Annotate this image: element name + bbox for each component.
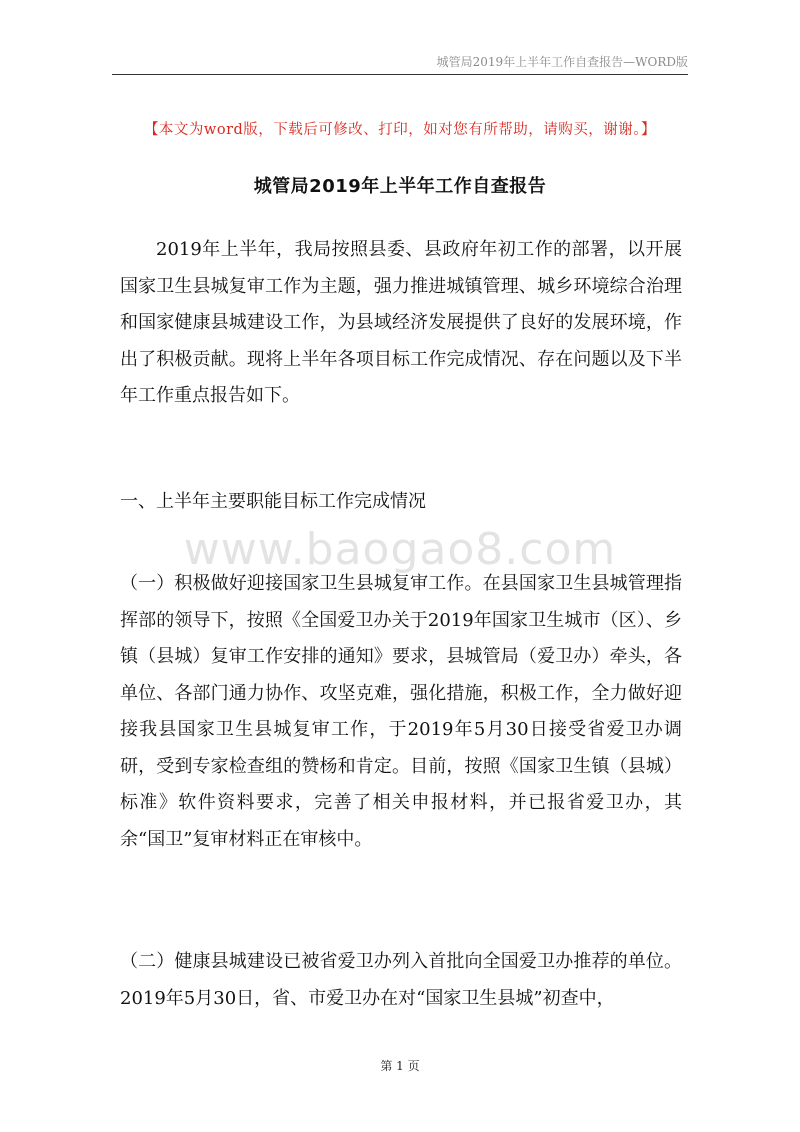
page-footer xyxy=(0,1057,800,1074)
page-header xyxy=(112,52,688,75)
section-heading-1: 一、上半年主要职能目标工作完成情况 xyxy=(120,491,426,512)
paragraph-item-2: （二）健康县城建设已被省爱卫办列入首批向全国爱卫办推荐的单位。2019年5月30日，省、市爱卫办在对“国家卫生县城”初查中， xyxy=(120,951,682,1009)
download-notice: 【本文为word版，下载后可修改、打印，如对您有所帮助，请购买，谢谢。】 xyxy=(143,122,657,138)
page-number: 第 1 页 xyxy=(380,1059,420,1073)
document-title: 城管局2019年上半年工作自查报告 xyxy=(253,176,547,197)
running-title: 城管局2019年上半年工作自查报告—WORD版 xyxy=(436,55,688,69)
watermark: www.baogao8.com xyxy=(183,524,617,575)
paragraph-item-1: （一）积极做好迎接国家卫生县城复审工作。在县国家卫生县城管理指挥部的领导下，按照《全国爱卫办关于2019年国家卫生城市（区）、乡镇（县城）复审工作安排的通知》要求，县城管局（爱卫办）牵头，各单位、各部门通力协作、攻坚克难，强化措施，积极工作，全力做好迎接我县国家卫生县城复审工作，于2019年5月30日接受省爱卫办调研，受到专家检查组的赞杨和肯定。目前，按照《国家卫生镇（县城）标准》软件资料要求，完善了相关申报材料，并已报省爱卫办，其余“国卫”复审材料正在审核中。 xyxy=(120,573,682,850)
intro-paragraph: 2019年上半年，我局按照县委、县政府年初工作的部署，以开展国家卫生县城复审工作为主题，强力推进城镇管理、城乡环境综合治理和国家健康县城建设工作，为县域经济发展提供了良好的发展环境，作出了积极贡献。现将上半年各项目标工作完成情况、存在问题以及下半年工作重点报告如下。 xyxy=(120,239,682,406)
